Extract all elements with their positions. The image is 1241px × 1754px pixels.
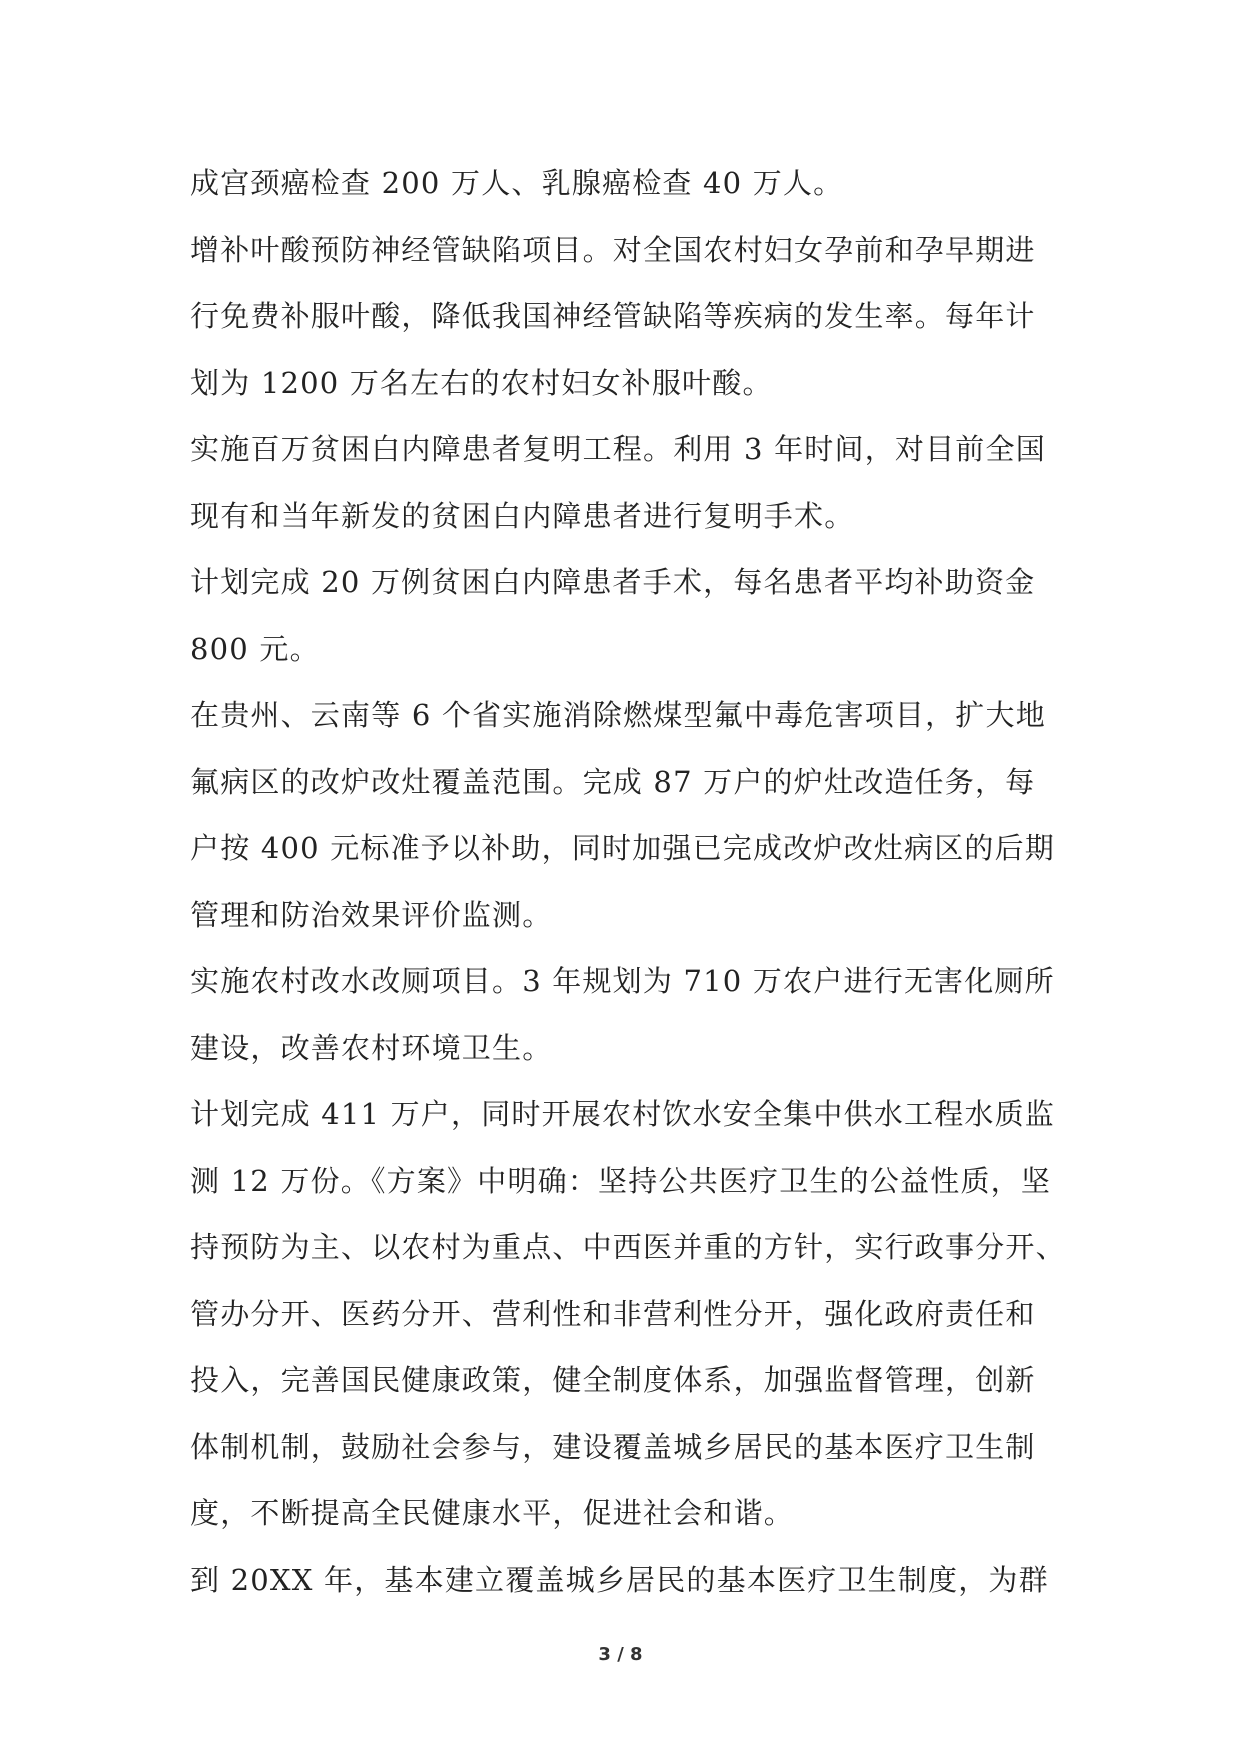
text-line: 实施农村改水改厕项目。3 年规划为 710 万农户进行无害化厕所 xyxy=(190,964,1055,998)
text-line: 持预防为主、以农村为重点、中西医并重的方针，实行政事分开、 xyxy=(190,1230,1066,1264)
text-line: 行免费补服叶酸，降低我国神经管缺陷等疾病的发生率。每年计 xyxy=(190,299,1036,333)
text-line: 实施百万贫困白内障患者复明工程。利用 3 年时间，对目前全国 xyxy=(190,432,1046,466)
text-line: 计划完成 411 万户，同时开展农村饮水安全集中供水工程水质监 xyxy=(190,1097,1055,1131)
text-line: 测 12 万份。《方案》中明确：坚持公共医疗卫生的公益性质，坚 xyxy=(190,1163,1052,1198)
text-line: 户按 400 元标准予以补助，同时加强已完成改炉改灶病区的后期 xyxy=(190,831,1055,865)
text-line: 度，不断提高全民健康水平，促进社会和谐。 xyxy=(190,1496,795,1530)
text-line: 800 元。 xyxy=(190,631,320,666)
text-line: 建设，改善农村环境卫生。 xyxy=(190,1030,553,1065)
body-text xyxy=(190,150,1066,1613)
text-line: 现有和当年新发的贫困白内障患者进行复明手术。 xyxy=(190,498,855,533)
text-line: 投入，完善国民健康政策，健全制度体系，加强监督管理，创新 xyxy=(190,1363,1036,1397)
text-line: 计划完成 20 万例贫困白内障患者手术，每名患者平均补助资金 xyxy=(190,565,1036,599)
text-line: 到 20XX 年，基本建立覆盖城乡居民的基本医疗卫生制度，为群 xyxy=(190,1562,1049,1597)
text-line: 管办分开、医药分开、营利性和非营利性分开，强化政府责任和 xyxy=(190,1296,1036,1331)
text-line: 氟病区的改炉改灶覆盖范围。完成 87 万户的炉灶改造任务，每 xyxy=(190,764,1036,799)
text-line: 成宫颈癌检查 200 万人、乳腺癌检查 40 万人。 xyxy=(190,166,844,200)
text-line: 在贵州、云南等 6 个省实施消除燃煤型氟中毒危害项目，扩大地 xyxy=(190,698,1046,732)
page-number: 3 / 8 xyxy=(598,1644,643,1665)
text-line: 管理和防治效果评价监测。 xyxy=(190,897,553,932)
text-line: 体制机制，鼓励社会参与，建设覆盖城乡居民的基本医疗卫生制 xyxy=(190,1429,1036,1464)
text-line: 增补叶酸预防神经管缺陷项目。对全国农村妇女孕前和孕早期进 xyxy=(190,232,1036,267)
text-line: 划为 1200 万名左右的农村妇女补服叶酸。 xyxy=(190,365,773,400)
